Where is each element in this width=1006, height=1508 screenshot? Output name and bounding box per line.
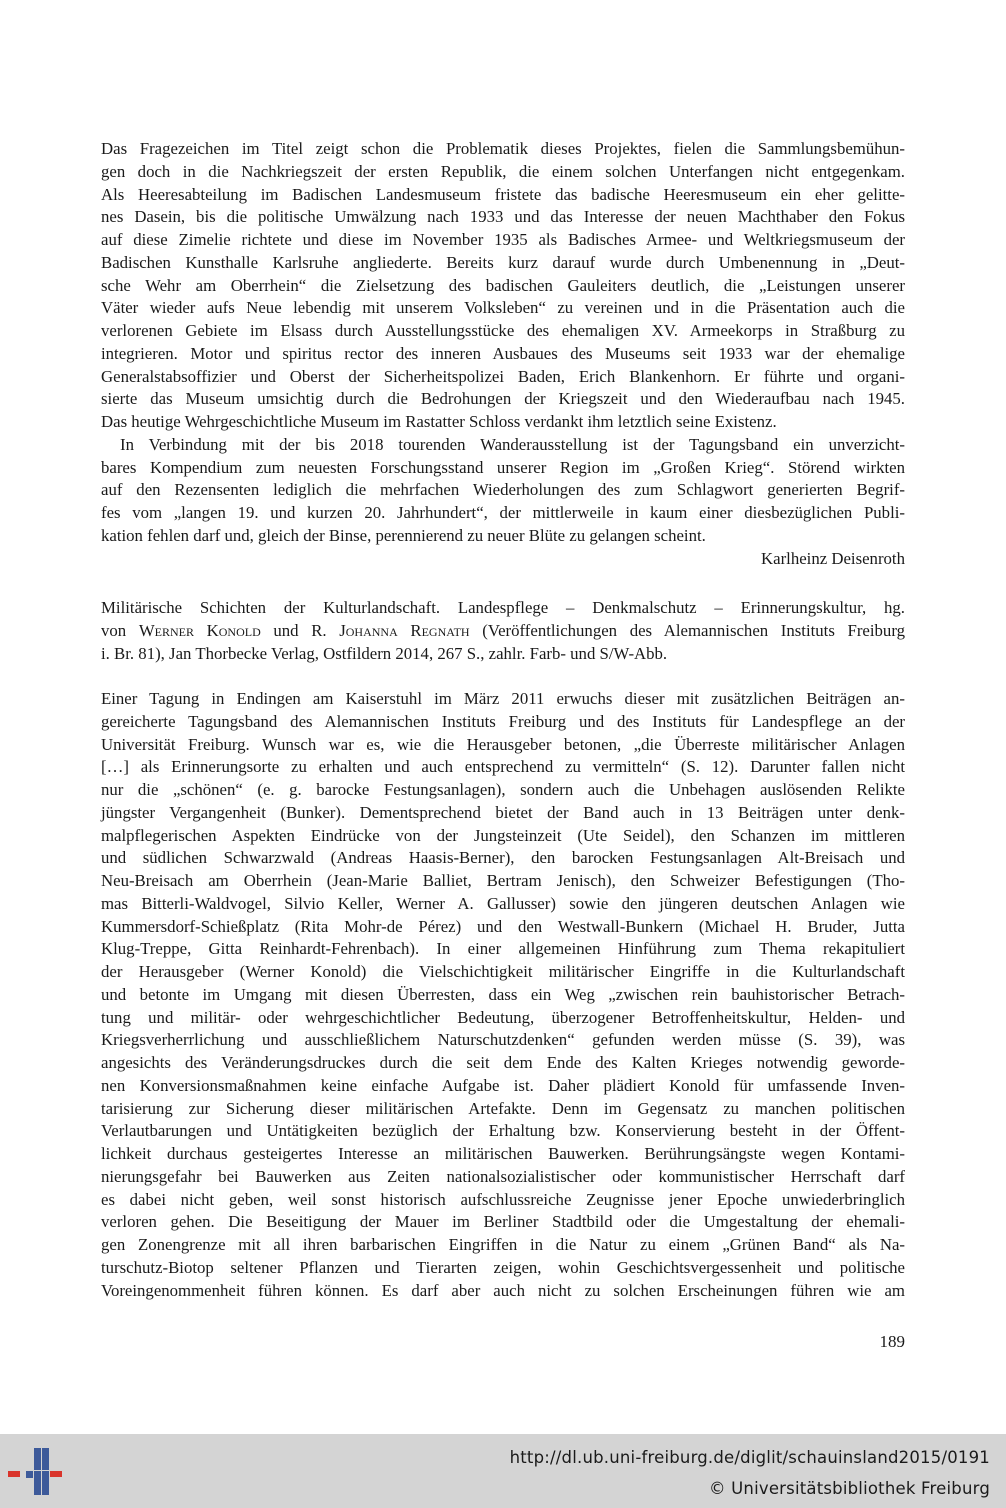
page-number: 189: [879, 1332, 905, 1351]
citation-text: von: [101, 620, 139, 640]
text-line: nes Dasein, bis die politische Umwälzung nach 1933 und das Interesse der neuen Machthaber den Fokus: [101, 207, 905, 227]
editor-name: Johanna Regnath: [339, 620, 470, 640]
footer-copyright: © Universitätsbibliothek Freiburg: [708, 1479, 990, 1498]
text-line: turschutz-Biotop seltener Pflanzen und Tierarten zeigen, wohin Geschichtsvergessenheit und politische: [101, 1257, 905, 1277]
text-line: lichkeit durchaus gesteigertes Interesse an militärischen Bauwerken. Berührungsängste wegen Kontami-: [101, 1144, 905, 1163]
text-line: mas Bitterli-Waldvogel, Silvio Keller, Werner A. Gallusser) sowie den jüngeren deutschen Anlagen wie: [101, 893, 905, 913]
text-line: Das heutige Wehrgeschichtliche Museum im Rastatter Schloss verdankt ihm letztlich seine Existenz.: [101, 412, 777, 431]
text-line: Voreingenommenheit führen können. Es darf aber auch nicht zu solchen Erscheinungen führen wie am: [101, 1280, 905, 1300]
text-line: Generalstabsoffizier und Oberst der Sicherheitspolizei Baden, Erich Blankenhorn. Er führte und organi-: [101, 366, 905, 386]
text-line: fes vom „langen 19. und kurzen 20. Jahrhundert“, der mittlerweile in kaum einer diesbezüglichen Publi-: [101, 503, 905, 522]
text-line: […] als Erinnerungsorte zu erhalten und auch entsprechend zu vermitteln“ (S. 12). Darunter fallen nicht: [101, 757, 905, 777]
text-line: angesichts des Veränderungsdruckes durch die seit dem Ende des Kalten Krieges notwendig geworde-: [101, 1053, 905, 1072]
review-author: Karlheinz Deisenroth: [761, 548, 905, 568]
footer-url-link[interactable]: http://dl.ub.uni-freiburg.de/diglit/schauinsland2015/0191: [509, 1448, 990, 1467]
text-line: gereicherte Tagungsband des Alemannischen Instituts Freiburg und des Instituts für Landespflege an der: [101, 711, 905, 731]
text-line: verlorenen Gebiete im Elsass durch Ausstellungsstücke des ehemaligen XV. Armeekorps in Straßburg zu: [101, 321, 905, 340]
text-line: tarisierung zur Sicherung dieser militärischen Artefakte. Denn im Gegensatz zu manchen politischen: [101, 1098, 905, 1118]
text-line: auf den Rezensenten lediglich die mehrfachen Wiederholungen des zum Schlagwort generierten Begrif-: [101, 480, 905, 500]
text-line: Einer Tagung in Endingen am Kaiserstuhl im März 2011 erwuchs dieser mit zusätzlichen Beiträgen an-: [101, 689, 905, 708]
review-2-text: [101, 688, 905, 1302]
ub-freiburg-logo-icon: [0, 1434, 80, 1508]
text-line: nen Konversionsmaßnahmen keine einfache Aufgabe ist. Daher plädiert Konold für umfassende Inven-: [101, 1075, 905, 1095]
text-line: Verlautbarungen und Untätigkeiten bezüglich der Erhaltung bzw. Konservierung besteht in der Öffent-: [101, 1121, 905, 1141]
text-line: integrieren. Motor und spiritus rector des inneren Ausbaues des Museums seit 1933 war der ehemalige: [101, 343, 905, 363]
text-line: verloren gehen. Die Beseitigung der Mauer im Berliner Stadtbild oder die Umgestaltung der ehemali-: [101, 1212, 905, 1232]
text-line: tung und militär- oder wehrgeschichtlicher Bedeutung, überzogener Betroffenheitskultur, Helden- und: [101, 1007, 905, 1027]
text-line: Badischen Kunsthalle Karlsruhe angliederte. Bereits kurz darauf wurde durch Umbenennung in „Deut-: [101, 252, 905, 272]
text-line: und südlichen Schwarzwald (Andreas Haasis-Berner), den barocken Festungsanlagen Alt-Breisach und: [101, 848, 905, 868]
text-line: Kriegsverherrlichung und ausschließlichem Naturschutzdenken“ gefunden werden müsse (S. 39), was: [101, 1030, 905, 1050]
footer-bar: [0, 1434, 1006, 1508]
text-line: malpflegerischen Aspekten Eindrücke von der Jungsteinzeit (Ute Seidel), den Schanzen im mittleren: [101, 825, 905, 845]
citation-text: (Veröffentlichungen des Alemannischen Instituts Freiburg: [469, 620, 905, 640]
text-line: der Herausgeber (Werner Konold) die Vielschichtigkeit militärischer Eingriffe in die Kulturlandschaft: [101, 962, 905, 981]
text-line: und betonte im Umgang mit diesen Überresten, dass ein Weg „zwischen rein bauhistorischer Betrach-: [101, 984, 905, 1004]
review-2-citation: [101, 597, 905, 665]
text-line: gen doch in die Nachkriegszeit der ersten Republik, die einem solchen Unterfangen nicht entgegenkam.: [101, 161, 905, 181]
text-line: sierte das Museum umsichtig durch die Bedrohungen der Kriegszeit und den Wiederaufbau nach 1945.: [101, 389, 905, 409]
citation-line: i. Br. 81), Jan Thorbecke Verlag, Ostfildern 2014, 267 S., zahlr. Farb- und S/W-Abb.: [101, 643, 668, 663]
text-line: nur die „schönen“ (e. g. barocke Festungsanlagen), sondern auch die Unbehagen auslösenden Relikte: [101, 780, 905, 799]
text-line: Väter wieder aufs Neue lebendig mit unserem Volksleben“ zu vereinen und in die Präsentation auch die: [101, 298, 905, 318]
review-1-text: [101, 138, 905, 570]
text-line: nierungsgefahr bei Bauwerken aus Zeiten nationalsozialistischer oder kommunistischer Herrschaft darf: [101, 1166, 905, 1186]
text-line: Klug-Treppe, Gitta Reinhardt-Fehrenbach). In einer allgemeinen Hinführung zum Thema rekapituliert: [101, 939, 905, 959]
text-line: jüngster Vergangenheit (Bunker). Dementsprechend bietet der Band auch in 13 Beiträgen unter denk-: [101, 802, 905, 822]
citation-line: Militärische Schichten der Kulturlandschaft. Landespflege – Denkmalschutz – Erinnerungskultur, hg.: [101, 598, 905, 617]
text-line: es dabei nicht geben, weil sonst historisch aufschlussreiche Zeugnisse jener Epoche unwiederbringlich: [101, 1189, 905, 1209]
text-line: gen Zonengrenze mit all ihren barbarischen Eingriffen in die Natur zu einem „Grünen Band“ als Na-: [101, 1235, 905, 1254]
text-line: Universität Freiburg. Wunsch war es, wie die Herausgeber betonen, „die Überreste militärischer Anlagen: [101, 734, 905, 754]
text-line: auf diese Zimelie richtete und diese im November 1935 als Badisches Armee- und Weltkriegsmuseum der: [101, 230, 905, 249]
text-line: Das Fragezeichen im Titel zeigt schon die Problematik dieses Projektes, fielen die Sammlungsbemühun-: [101, 139, 905, 158]
citation-text: und R.: [260, 620, 340, 640]
citation-line: [101, 620, 905, 643]
text-line: Als Heeresabteilung im Badischen Landesmuseum fristete das badische Heeresmuseum ein eher gelitte-: [101, 184, 905, 204]
text-line: Neu-Breisach am Oberrhein (Jean-Marie Balliet, Bertram Jenisch), den Schweizer Befestigungen (Tho-: [101, 871, 905, 890]
text-line: sche Wehr am Oberrhein“ die Zielsetzung des badischen Gauleiters deutlich, die „Leistungen unserer: [101, 275, 905, 295]
text-line: In Verbindung mit der bis 2018 tourenden Wanderausstellung ist der Tagungsband ein unverzicht-: [120, 434, 905, 454]
text-line: kation fehlen darf und, gleich der Binse, perennierend zu neuer Blüte zu gelangen scheint.: [101, 525, 706, 545]
text-line: Kummersdorf-Schießplatz (Rita Mohr-de Pérez) und den Westwall-Bunkern (Michael H. Bruder, Jutta: [101, 916, 905, 936]
editor-name: Werner Konold: [138, 620, 261, 640]
text-line: bares Kompendium zum neuesten Forschungsstand unserer Region im „Großen Krieg“. Störend wirkten: [101, 457, 905, 477]
